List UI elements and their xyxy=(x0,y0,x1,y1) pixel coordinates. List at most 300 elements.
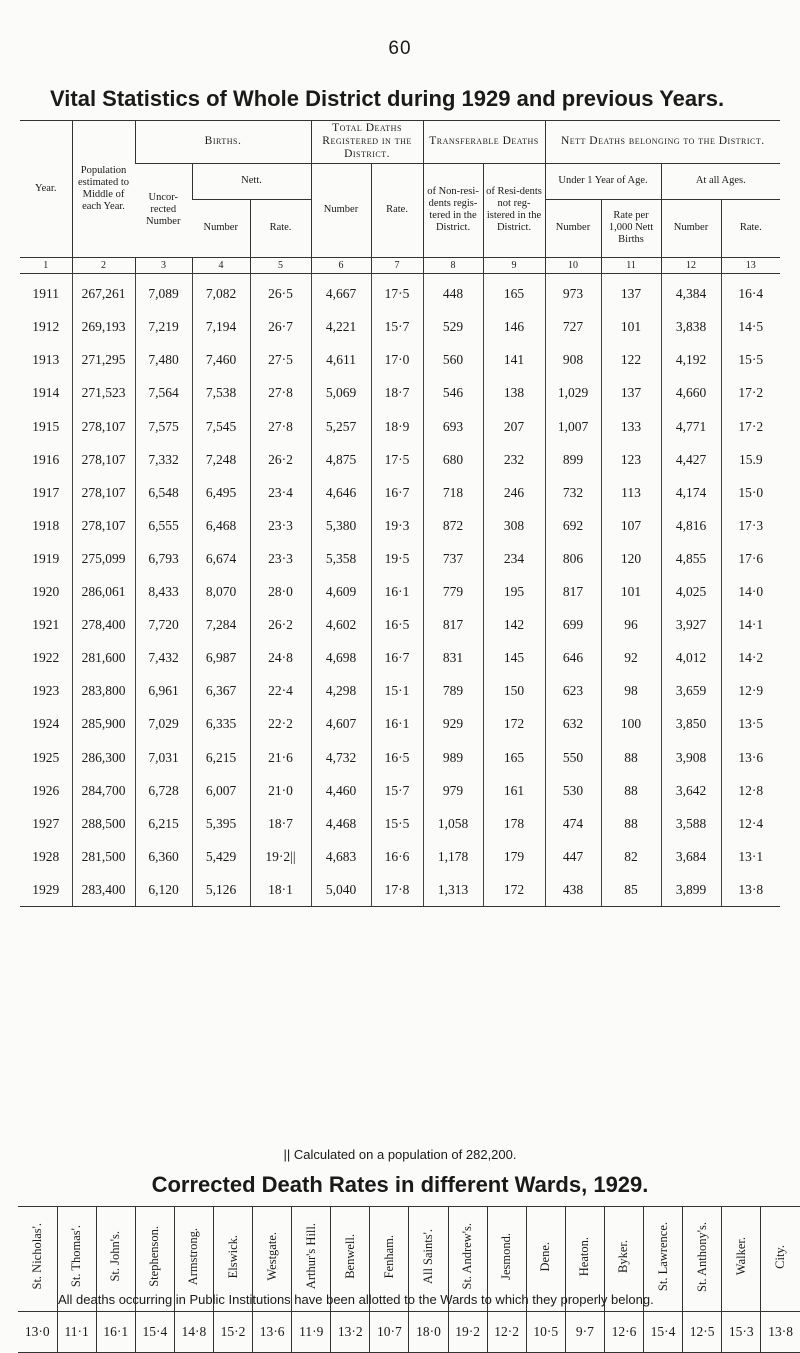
year-cell: 1917 xyxy=(32,484,60,500)
table-cell: 5,040 xyxy=(311,873,371,907)
column-number: 9 xyxy=(483,257,545,273)
table-cell: 806 xyxy=(545,542,601,575)
table-cell: 872 xyxy=(423,509,483,542)
year-cell: 1918 xyxy=(32,517,60,533)
table-cell: 438 xyxy=(545,873,601,907)
ward-name: Jesmond. xyxy=(499,1233,514,1280)
table-cell: 529 xyxy=(423,311,483,344)
table-cell: 6,007 xyxy=(192,774,250,807)
table-cell: 699 xyxy=(545,609,601,642)
table-cell: 8,433 xyxy=(135,576,192,609)
table-cell: 288,500 xyxy=(72,807,135,840)
year-cell: 1914 xyxy=(32,385,60,401)
column-number: 7 xyxy=(371,257,423,273)
header-total-deaths: Total Deaths Registered in the District. xyxy=(311,121,423,164)
table-cell: 7,545 xyxy=(192,410,250,443)
table-cell: 195 xyxy=(483,576,545,609)
table-cell: 7,538 xyxy=(192,377,250,410)
table-cell: 101 xyxy=(601,311,661,344)
table-cell: 21·6 xyxy=(250,741,311,774)
table-cell: 1,313 xyxy=(423,873,483,907)
year-cell: 1915 xyxy=(32,418,60,434)
vital-statistics-table xyxy=(20,120,780,907)
table-cell: 3,899 xyxy=(661,873,721,907)
table-cell: 234 xyxy=(483,542,545,575)
column-number: 11 xyxy=(601,257,661,273)
table-cell: 6,120 xyxy=(135,873,192,907)
header-births: Births. xyxy=(135,121,311,164)
table-cell: 1,058 xyxy=(423,807,483,840)
ward-values-row xyxy=(18,1312,800,1353)
table-cell: 546 xyxy=(423,377,483,410)
table-cell: 17·3 xyxy=(721,509,780,542)
table-cell: 146 xyxy=(483,311,545,344)
table-cell: 22·4 xyxy=(250,675,311,708)
header-births-number: Number xyxy=(192,199,250,257)
table-cell: 18·7 xyxy=(371,377,423,410)
table-row xyxy=(20,642,780,675)
ward-name: City. xyxy=(773,1244,788,1269)
table-row xyxy=(20,542,780,575)
table-cell: 5,395 xyxy=(192,807,250,840)
table-row xyxy=(20,675,780,708)
table-cell: 107 xyxy=(601,509,661,542)
table-cell: 138 xyxy=(483,377,545,410)
table-cell: 15.9 xyxy=(721,443,780,476)
table-cell: 4,771 xyxy=(661,410,721,443)
table-cell: 26·5 xyxy=(250,273,311,311)
ward-rate: 10·7 xyxy=(370,1312,409,1353)
table-cell: 737 xyxy=(423,542,483,575)
column-number: 4 xyxy=(192,257,250,273)
table-cell: 172 xyxy=(483,873,545,907)
table-cell: 12·8 xyxy=(721,774,780,807)
header-year: Year. xyxy=(20,121,72,258)
table-cell: 267,261 xyxy=(72,273,135,311)
table-cell: 4,732 xyxy=(311,741,371,774)
table-cell: 692 xyxy=(545,509,601,542)
ward-rate: 9·7 xyxy=(565,1312,604,1353)
table-cell: 27·5 xyxy=(250,344,311,377)
ward-rate: 12·6 xyxy=(604,1312,643,1353)
table-cell: 18·1 xyxy=(250,873,311,907)
table-cell: 15·0 xyxy=(721,476,780,509)
table-cell: 17·8 xyxy=(371,873,423,907)
table-cell: 732 xyxy=(545,476,601,509)
ward-name: Westgate. xyxy=(264,1232,279,1281)
ward-name: Stephenson. xyxy=(147,1226,162,1287)
table-cell: 19·3 xyxy=(371,509,423,542)
table-cell: 4,602 xyxy=(311,609,371,642)
ward-rate: 12·5 xyxy=(683,1312,722,1353)
column-number: 2 xyxy=(72,257,135,273)
table-cell: 7,575 xyxy=(135,410,192,443)
table-cell: 14·2 xyxy=(721,642,780,675)
year-cell: 1916 xyxy=(32,451,60,467)
column-number-row xyxy=(20,257,780,273)
table-cell: 646 xyxy=(545,642,601,675)
ward-rate: 15·4 xyxy=(644,1312,683,1353)
table-cell: 474 xyxy=(545,807,601,840)
table-cell: 7,029 xyxy=(135,708,192,741)
table-cell: 727 xyxy=(545,311,601,344)
table-cell: 123 xyxy=(601,443,661,476)
table-cell: 207 xyxy=(483,410,545,443)
table-cell: 285,900 xyxy=(72,708,135,741)
table-cell: 27·8 xyxy=(250,377,311,410)
table-cell: 23·4 xyxy=(250,476,311,509)
table-cell: 4,221 xyxy=(311,311,371,344)
ward-rate: 15·3 xyxy=(722,1312,761,1353)
table-cell: 3,908 xyxy=(661,741,721,774)
table-cell: 4,855 xyxy=(661,542,721,575)
ward-name: St. Thomas'. xyxy=(69,1225,84,1288)
table-cell: 13·8 xyxy=(721,873,780,907)
table-cell: 12·9 xyxy=(721,675,780,708)
table-cell: 4,607 xyxy=(311,708,371,741)
table-cell: 6,961 xyxy=(135,675,192,708)
table-cell: 680 xyxy=(423,443,483,476)
table-cell: 283,400 xyxy=(72,873,135,907)
ward-rate: 15·2 xyxy=(213,1312,252,1353)
table-cell: 5,429 xyxy=(192,840,250,873)
table-cell: 15·5 xyxy=(721,344,780,377)
table-cell: 88 xyxy=(601,741,661,774)
year-cell: 1928 xyxy=(32,848,60,864)
table-cell: 1,007 xyxy=(545,410,601,443)
header-under-1: Under 1 Year of Age. xyxy=(545,163,661,199)
table-cell: 13·5 xyxy=(721,708,780,741)
table-cell: 145 xyxy=(483,642,545,675)
table-cell: 14·1 xyxy=(721,609,780,642)
year-cell: 1913 xyxy=(32,352,60,368)
table-cell: 16·5 xyxy=(371,609,423,642)
year-cell: 1925 xyxy=(32,749,60,765)
column-number: 13 xyxy=(721,257,780,273)
table-cell: 178 xyxy=(483,807,545,840)
table-cell: 550 xyxy=(545,741,601,774)
table-cell: 789 xyxy=(423,675,483,708)
table-cell: 18·7 xyxy=(250,807,311,840)
table-row xyxy=(20,609,780,642)
table-cell: 973 xyxy=(545,273,601,311)
table-cell: 278,107 xyxy=(72,410,135,443)
table-row xyxy=(20,273,780,311)
header-nett: Nett. xyxy=(192,163,311,199)
column-number: 8 xyxy=(423,257,483,273)
table-row xyxy=(20,344,780,377)
header-births-rate: Rate. xyxy=(250,199,311,257)
table-cell: 120 xyxy=(601,542,661,575)
ward-name: Dene. xyxy=(538,1241,553,1272)
table-cell: 16·7 xyxy=(371,642,423,675)
table-cell: 623 xyxy=(545,675,601,708)
table-row xyxy=(20,576,780,609)
table-cell: 7,031 xyxy=(135,741,192,774)
wards-table xyxy=(18,1206,800,1353)
table-cell: 7,284 xyxy=(192,609,250,642)
column-number: 12 xyxy=(661,257,721,273)
table-cell: 165 xyxy=(483,273,545,311)
table-cell: 3,927 xyxy=(661,609,721,642)
table-row xyxy=(20,410,780,443)
table-cell: 779 xyxy=(423,576,483,609)
ward-rate: 13·6 xyxy=(253,1312,292,1353)
table-cell: 4,025 xyxy=(661,576,721,609)
table-cell: 17·2 xyxy=(721,410,780,443)
year-cell: 1912 xyxy=(32,319,60,335)
table-cell: 17·5 xyxy=(371,443,423,476)
column-number: 1 xyxy=(20,257,72,273)
table-row xyxy=(20,377,780,410)
table-cell: 7,432 xyxy=(135,642,192,675)
table-cell: 7,082 xyxy=(192,273,250,311)
table-cell: 16·1 xyxy=(371,576,423,609)
ward-name: Armstrong. xyxy=(186,1227,201,1286)
table-cell: 92 xyxy=(601,642,661,675)
table-cell: 6,674 xyxy=(192,542,250,575)
table-cell: 16·4 xyxy=(721,273,780,311)
page-title: Vital Statistics of Whole District during 1929 and previous Years. xyxy=(50,86,725,111)
table-cell: 137 xyxy=(601,273,661,311)
table-cell: 16·1 xyxy=(371,708,423,741)
table-cell: 13·6 xyxy=(721,741,780,774)
table-cell: 96 xyxy=(601,609,661,642)
table-cell: 4,875 xyxy=(311,443,371,476)
table-cell: 6,360 xyxy=(135,840,192,873)
table-cell: 308 xyxy=(483,509,545,542)
table-cell: 23·3 xyxy=(250,509,311,542)
table-cell: 141 xyxy=(483,344,545,377)
ward-name: St. Nicholas'. xyxy=(29,1223,44,1290)
ward-rate: 11·9 xyxy=(292,1312,331,1353)
table-cell: 4,816 xyxy=(661,509,721,542)
year-cell: 1929 xyxy=(20,873,72,907)
table-cell: 161 xyxy=(483,774,545,807)
year-cell: 1921 xyxy=(32,617,60,633)
header-nett-deaths: Nett Deaths belonging to the District. xyxy=(545,121,780,164)
ward-name: St. Anthony's. xyxy=(694,1221,709,1292)
table-cell: 447 xyxy=(545,840,601,873)
column-number: 5 xyxy=(250,257,311,273)
table-cell: 8,070 xyxy=(192,576,250,609)
population-footnote: || Calculated on a population of 282,200. xyxy=(283,1147,517,1162)
table-cell: 16·6 xyxy=(371,840,423,873)
table-cell: 7,248 xyxy=(192,443,250,476)
table-cell: 88 xyxy=(601,807,661,840)
table-cell: 4,667 xyxy=(311,273,371,311)
table-cell: 979 xyxy=(423,774,483,807)
table-cell: 6,335 xyxy=(192,708,250,741)
header-population: Population estimated to Middle of each Year. xyxy=(72,121,135,258)
table-cell: 142 xyxy=(483,609,545,642)
table-cell: 5,358 xyxy=(311,542,371,575)
allotment-note: All deaths occurring in Public Institutions have been allotted to the Wards to which they properly belong. xyxy=(58,1292,654,1307)
table-cell: 4,460 xyxy=(311,774,371,807)
header-all-rate: Rate. xyxy=(721,199,780,257)
table-cell: 27·8 xyxy=(250,410,311,443)
table-cell: 16·7 xyxy=(371,476,423,509)
table-cell: 26·2 xyxy=(250,609,311,642)
table-cell: 278,107 xyxy=(72,476,135,509)
column-number: 3 xyxy=(135,257,192,273)
table-row xyxy=(20,840,780,873)
ward-rate: 16·1 xyxy=(96,1312,135,1353)
year-cell: 1922 xyxy=(32,650,60,666)
table-cell: 3,642 xyxy=(661,774,721,807)
table-cell: 899 xyxy=(545,443,601,476)
year-cell: 1926 xyxy=(32,782,60,798)
column-number: 10 xyxy=(545,257,601,273)
table-cell: 4,609 xyxy=(311,576,371,609)
table-cell: 113 xyxy=(601,476,661,509)
table-cell: 14·5 xyxy=(721,311,780,344)
table-cell: 281,500 xyxy=(72,840,135,873)
ward-name: St. Lawrence. xyxy=(655,1221,670,1292)
ward-rate: 13·8 xyxy=(761,1312,800,1353)
table-cell: 269,193 xyxy=(72,311,135,344)
table-cell: 100 xyxy=(601,708,661,741)
table-row xyxy=(20,476,780,509)
table-cell: 5,380 xyxy=(311,509,371,542)
table-cell: 7,720 xyxy=(135,609,192,642)
table-cell: 6,548 xyxy=(135,476,192,509)
table-row xyxy=(20,311,780,344)
table-cell: 4,468 xyxy=(311,807,371,840)
table-cell: 4,698 xyxy=(311,642,371,675)
table-cell: 13·1 xyxy=(721,840,780,873)
table-cell: 283,800 xyxy=(72,675,135,708)
table-cell: 3,659 xyxy=(661,675,721,708)
table-cell: 23·3 xyxy=(250,542,311,575)
table-cell: 1,029 xyxy=(545,377,601,410)
table-cell: 6,793 xyxy=(135,542,192,575)
header-deaths-number: Number xyxy=(311,163,371,257)
table-cell: 560 xyxy=(423,344,483,377)
table-cell: 817 xyxy=(545,576,601,609)
table-cell: 6,215 xyxy=(135,807,192,840)
ward-rate: 14·8 xyxy=(174,1312,213,1353)
ward-name: Fenham. xyxy=(381,1234,396,1279)
table-cell: 271,295 xyxy=(72,344,135,377)
table-cell: 4,012 xyxy=(661,642,721,675)
table-cell: 137 xyxy=(601,377,661,410)
table-cell: 271,523 xyxy=(72,377,135,410)
table-cell: 5,126 xyxy=(192,873,250,907)
year-cell: 1923 xyxy=(32,683,60,699)
table-cell: 989 xyxy=(423,741,483,774)
header-deaths-rate: Rate. xyxy=(371,163,423,257)
table-cell: 17·2 xyxy=(721,377,780,410)
table-cell: 17·0 xyxy=(371,344,423,377)
table-cell: 5,069 xyxy=(311,377,371,410)
header-under1-rate: Rate per 1,000 Nett Births xyxy=(601,199,661,257)
table-cell: 15·5 xyxy=(371,807,423,840)
table-cell: 4,384 xyxy=(661,273,721,311)
table-cell: 19·5 xyxy=(371,542,423,575)
table-cell: 7,480 xyxy=(135,344,192,377)
table-cell: 5,257 xyxy=(311,410,371,443)
header-residents: of Resi-dents not reg-istered in the District. xyxy=(483,163,545,257)
ward-header xyxy=(18,1207,57,1312)
table-cell: 88 xyxy=(601,774,661,807)
header-transferable: Transferable Deaths xyxy=(423,121,545,164)
ward-name: Arthur's Hill. xyxy=(303,1223,318,1290)
table-cell: 22·2 xyxy=(250,708,311,741)
table-cell: 286,300 xyxy=(72,741,135,774)
table-cell: 3,684 xyxy=(661,840,721,873)
ward-name: Walker. xyxy=(733,1237,748,1276)
table-cell: 24·8 xyxy=(250,642,311,675)
year-cell: 1927 xyxy=(32,815,60,831)
table-cell: 133 xyxy=(601,410,661,443)
table-row xyxy=(20,741,780,774)
table-row xyxy=(20,873,780,907)
ward-rate: 11·1 xyxy=(57,1312,96,1353)
header-all-ages: At all Ages. xyxy=(661,163,780,199)
table-cell: 98 xyxy=(601,675,661,708)
ward-name: St. John's. xyxy=(108,1231,123,1282)
header-all-number: Number xyxy=(661,199,721,257)
table-cell: 4,298 xyxy=(311,675,371,708)
header-uncorrected: Uncor-rected Number xyxy=(135,163,192,257)
ward-name: Byker. xyxy=(616,1240,631,1273)
table-cell: 18·9 xyxy=(371,410,423,443)
table-cell: 101 xyxy=(601,576,661,609)
table-cell: 3,588 xyxy=(661,807,721,840)
table-row xyxy=(20,774,780,807)
ward-rate: 13·0 xyxy=(18,1312,57,1353)
table-row xyxy=(20,708,780,741)
table-cell: 16·5 xyxy=(371,741,423,774)
table-cell: 278,107 xyxy=(72,509,135,542)
ward-name: Benwell. xyxy=(342,1234,357,1279)
ward-rate: 19·2 xyxy=(448,1312,487,1353)
table-cell: 718 xyxy=(423,476,483,509)
table-row xyxy=(20,509,780,542)
table-cell: 12·4 xyxy=(721,807,780,840)
table-cell: 21·0 xyxy=(250,774,311,807)
table-cell: 15·7 xyxy=(371,311,423,344)
table-cell: 172 xyxy=(483,708,545,741)
column-number: 6 xyxy=(311,257,371,273)
table-cell: 7,564 xyxy=(135,377,192,410)
header-under1-number: Number xyxy=(545,199,601,257)
table-cell: 275,099 xyxy=(72,542,135,575)
table-cell: 26·2 xyxy=(250,443,311,476)
table-cell: 281,600 xyxy=(72,642,135,675)
table-cell: 929 xyxy=(423,708,483,741)
year-cell: 1919 xyxy=(32,550,60,566)
table-cell: 6,468 xyxy=(192,509,250,542)
table-cell: 7,460 xyxy=(192,344,250,377)
table-row xyxy=(20,807,780,840)
table-cell: 4,646 xyxy=(311,476,371,509)
year-cell: 1924 xyxy=(32,716,60,732)
table-cell: 7,089 xyxy=(135,273,192,311)
table-cell: 3,850 xyxy=(661,708,721,741)
ward-name: Elswick. xyxy=(225,1234,240,1279)
table-cell: 17·5 xyxy=(371,273,423,311)
table-cell: 4,660 xyxy=(661,377,721,410)
table-cell: 28·0 xyxy=(250,576,311,609)
ward-name: St. Andrew's. xyxy=(460,1223,475,1290)
ward-rate: 18·0 xyxy=(409,1312,448,1353)
table-cell: 7,332 xyxy=(135,443,192,476)
table-cell: 4,192 xyxy=(661,344,721,377)
table-cell: 908 xyxy=(545,344,601,377)
table-cell: 4,174 xyxy=(661,476,721,509)
